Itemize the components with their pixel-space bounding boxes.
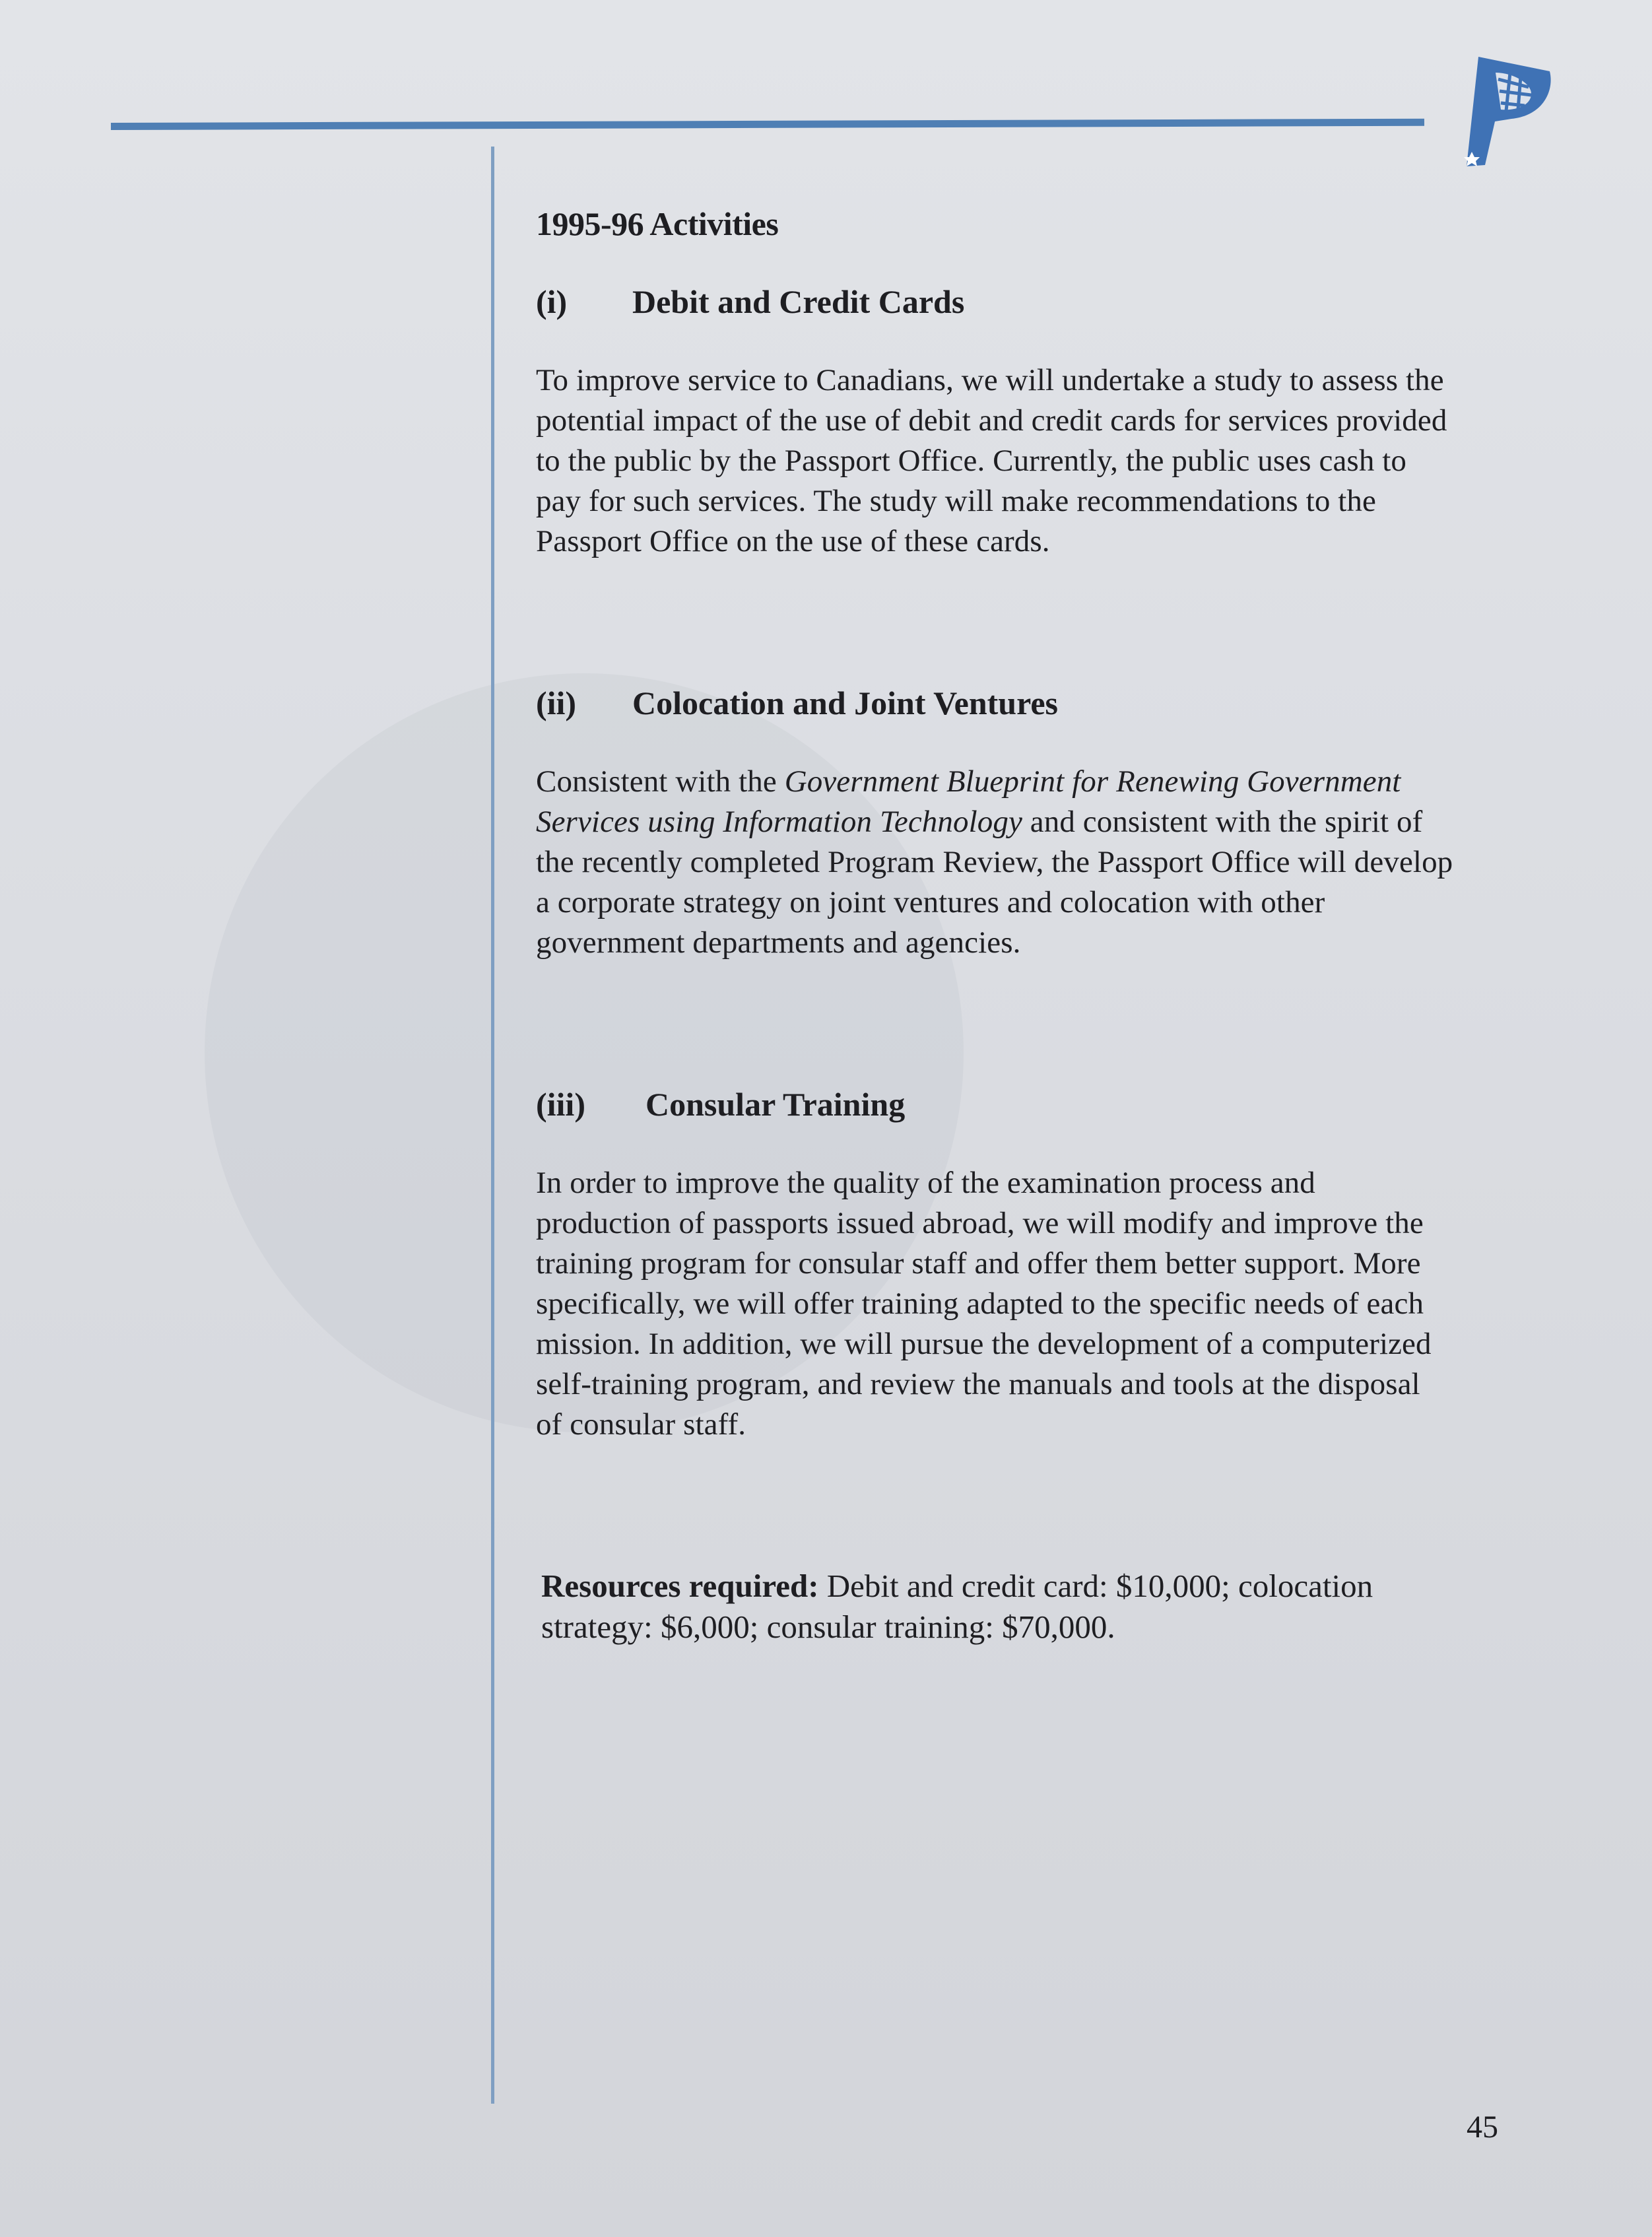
page-number: 45 [1467,2110,1498,2145]
section-title: 1995-96 Activities [536,205,779,242]
resources-required [541,1566,1459,1648]
subheading-consular-training [536,1085,905,1123]
subheading-number: (ii) [536,684,577,721]
subheading-number: (i) [536,283,568,320]
paragraph-colocation [536,762,1453,963]
header-rule [111,119,1424,130]
paragraph-text: Consistent with the [536,764,785,799]
subheading-number: (iii) [536,1086,585,1123]
paragraph-text: and consistent with the spirit of the recently completed Program Review, the Passport Office will develop a corporate strategy on joint ventures and colocation with other government departments and agencies. [536,805,1453,960]
passport-office-logo-icon [1432,53,1551,178]
subheading-debit-credit [536,283,964,321]
document-title-italic: Government Blueprint for Renewing Government Services using Information Technology [536,764,1401,839]
subheading-colocation [536,684,1058,722]
paragraph-consular-training: In order to improve the quality of the examination process and production of passports issued abroad, we will modify and improve the training program for consular staff and offer them better support. More specifically, we will offer training adapted to the specific needs of each mission. In addition, we will pursue the development of a computerized self-training program, and review the manuals and tools at the disposal of consular staff. [536,1166,1432,1442]
subheading-label: Colocation and Joint Ventures [632,684,1059,721]
subheading-label: Debit and Credit Cards [632,283,965,320]
subheading-label: Consular Training [645,1086,906,1123]
margin-rule [491,147,494,2104]
resources-text: Debit and credit card: $10,000; colocation strategy: $6,000; consular training: $70,000. [541,1568,1373,1645]
paragraph-debit-credit: To improve service to Canadians, we will undertake a study to assess the potential impact of the use of debit and credit cards for services provided to the public by the Passport Office. Currently, the public uses cash to pay for such services. The study will make recommendations to the Passport Office on the use of these cards. [536,363,1447,558]
resources-label: Resources required: [541,1568,819,1604]
